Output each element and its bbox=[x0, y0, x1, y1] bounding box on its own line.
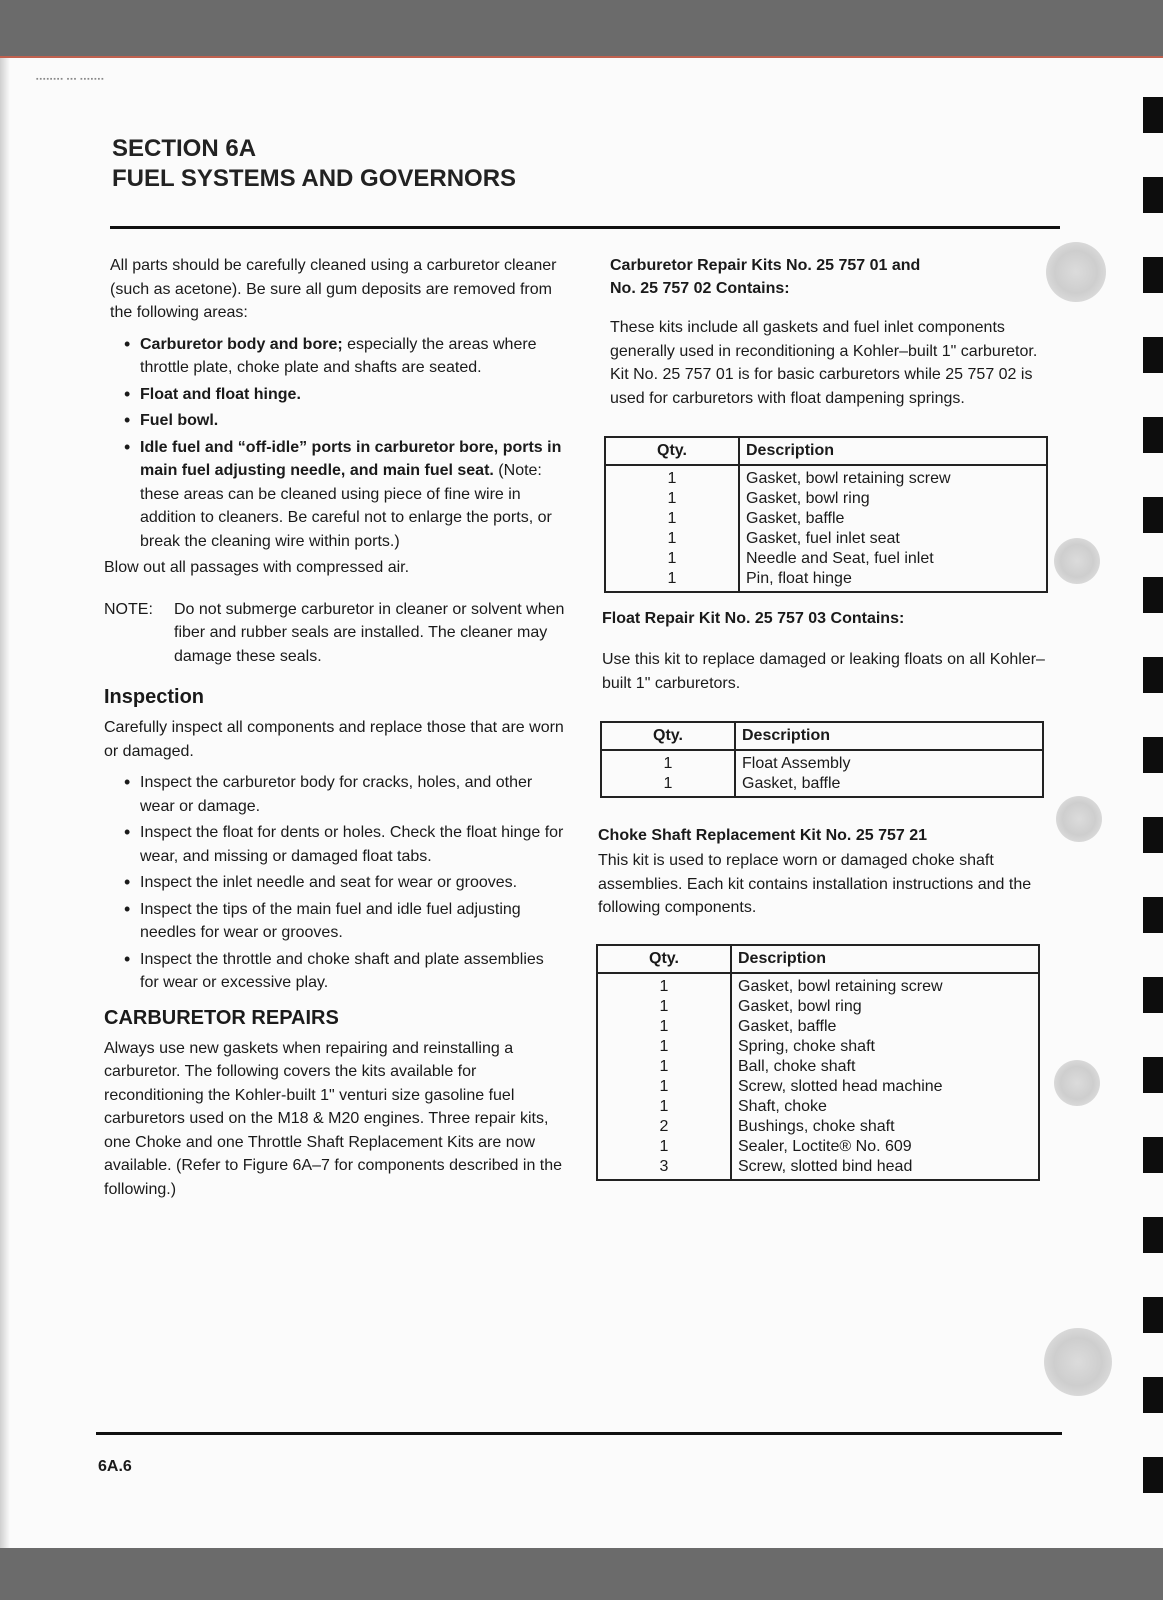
table-row bbox=[605, 569, 1047, 592]
description-cell: Needle and Seat, fuel inlet bbox=[746, 550, 934, 567]
description-header: Description bbox=[739, 437, 1047, 465]
qty-header: Qty. bbox=[601, 722, 735, 750]
table-row bbox=[597, 1117, 1039, 1137]
description-cell: Gasket, bowl retaining screw bbox=[738, 977, 943, 995]
table-row bbox=[601, 750, 1043, 774]
qty-cell: 1 bbox=[597, 1077, 731, 1097]
binding-tab bbox=[1143, 977, 1163, 1013]
qty-cell: 1 bbox=[597, 973, 731, 997]
cleaning-item-text: especially the areas where throttle plate, choke plate and shafts are seated. bbox=[140, 335, 537, 376]
description-cell: Sealer, Loctite® No. 609 bbox=[738, 1137, 912, 1155]
carburetor-repairs-text: Always use new gaskets when repairing and reinstalling a carburetor. The following covers the kits available for reconditioning the Kohler-built 1" venturi size gasoline fuel carburetors used on the M18 & M20 engines. Three repair kits, one Choke and one Throttle Shaft Replacement Kits are now available. (Refer to Figure 6A–7 for components described in the following.) bbox=[104, 1039, 563, 1198]
cleaning-list bbox=[104, 333, 566, 554]
qty-cell: 1 bbox=[601, 774, 735, 797]
qty-cell: 1 bbox=[605, 465, 739, 489]
description-cell: Ball, choke shaft bbox=[738, 1057, 856, 1075]
description-cell: Pin, float hinge bbox=[746, 570, 852, 587]
inspection-item: • Inspect the inlet needle and seat for wear or grooves. bbox=[124, 871, 566, 895]
manual-page bbox=[0, 56, 1163, 1548]
qty-header: Qty. bbox=[597, 945, 731, 973]
kit2-heading: Float Repair Kit No. 25 757 03 Contains: bbox=[602, 610, 905, 627]
binding-tab bbox=[1143, 577, 1163, 613]
binding-tab bbox=[1143, 177, 1163, 213]
table-row bbox=[605, 549, 1047, 569]
kit2-description: Use this kit to replace damaged or leaking floats on all Kohler–built 1" carburetors. bbox=[602, 651, 1045, 692]
page-number: 6A.6 bbox=[98, 1458, 132, 1475]
table-row bbox=[605, 509, 1047, 529]
kit1-heading bbox=[610, 254, 1050, 300]
right-column bbox=[598, 254, 1050, 1181]
binding-tab bbox=[1143, 1457, 1163, 1493]
description-cell: Gasket, baffle bbox=[742, 775, 841, 792]
qty-cell: 2 bbox=[597, 1117, 731, 1137]
description-cell: Gasket, bowl ring bbox=[738, 997, 862, 1015]
binding-tab bbox=[1143, 817, 1163, 853]
qty-cell: 1 bbox=[597, 1037, 731, 1057]
note-block bbox=[104, 598, 566, 669]
note-label: NOTE: bbox=[104, 600, 153, 618]
inspection-item: • Inspect the throttle and choke shaft and plate assemblies for wear or excessive play. bbox=[124, 948, 566, 995]
binding-tab bbox=[1143, 257, 1163, 293]
description-cell: Gasket, bowl retaining screw bbox=[746, 470, 951, 487]
kit1-heading-line2: No. 25 757 02 Contains: bbox=[610, 280, 790, 297]
section-title bbox=[112, 134, 516, 194]
qty-cell: 1 bbox=[605, 569, 739, 592]
description-cell: Gasket, baffle bbox=[746, 510, 845, 527]
binding-tab bbox=[1143, 97, 1163, 133]
qty-cell: 1 bbox=[597, 1137, 731, 1157]
description-cell: Bushings, choke shaft bbox=[738, 1117, 895, 1135]
carburetor-repairs-heading: CARBURETOR REPAIRS bbox=[104, 1006, 339, 1029]
qty-cell: 1 bbox=[605, 529, 739, 549]
qty-header: Qty. bbox=[605, 437, 739, 465]
binding-hole bbox=[1054, 1060, 1100, 1106]
cleaning-item bbox=[124, 436, 566, 554]
kit3-parts-table bbox=[596, 944, 1040, 1181]
blow-out-instruction: Blow out all passages with compressed air. bbox=[104, 559, 410, 576]
cleaning-item-bold: Float and float hinge. bbox=[140, 385, 301, 403]
description-cell: Gasket, fuel inlet seat bbox=[746, 530, 900, 547]
inspection-item: • Inspect the carburetor body for cracks, holes, and other wear or damage. bbox=[124, 771, 566, 818]
binding-tab bbox=[1143, 1137, 1163, 1173]
description-cell: Screw, slotted bind head bbox=[738, 1157, 913, 1175]
table-row bbox=[597, 1097, 1039, 1117]
binding-tab bbox=[1143, 1057, 1163, 1093]
binding-tab bbox=[1143, 337, 1163, 373]
table-row bbox=[597, 1057, 1039, 1077]
table-row bbox=[605, 529, 1047, 549]
qty-cell: 1 bbox=[605, 489, 739, 509]
cleaning-item-bold: Fuel bowl. bbox=[140, 412, 219, 429]
qty-cell: 1 bbox=[597, 1017, 731, 1037]
binding-hole bbox=[1056, 796, 1102, 842]
binding-tab bbox=[1143, 1377, 1163, 1413]
inspection-list bbox=[104, 771, 566, 995]
scan-artifact: ▪▪▪▪▪▪▪▪ ▪▪▪ ▪▪▪▪▪▪▪ bbox=[36, 76, 105, 83]
table-row bbox=[605, 465, 1047, 489]
note-text: Do not submerge carburetor in cleaner or solvent when fiber and rubber seals are installed. The cleaner may damage these seals. bbox=[174, 600, 565, 665]
binding-tab bbox=[1143, 497, 1163, 533]
inspection-heading: Inspection bbox=[104, 686, 205, 708]
binding-tab bbox=[1143, 657, 1163, 693]
binding-tab bbox=[1143, 1217, 1163, 1253]
description-cell: Gasket, baffle bbox=[738, 1017, 837, 1035]
inspection-item: • Inspect the tips of the main fuel and idle fuel adjusting needles for wear or grooves. bbox=[124, 898, 566, 945]
qty-cell: 3 bbox=[597, 1157, 731, 1180]
kit1-heading-line1: Carburetor Repair Kits No. 25 757 01 and bbox=[610, 257, 921, 274]
cleaning-item bbox=[124, 409, 566, 433]
cleaning-item-bold: Carburetor body and bore; bbox=[140, 335, 343, 353]
inspection-intro: Carefully inspect all components and replace those that are worn or damaged. bbox=[104, 719, 564, 760]
table-row bbox=[597, 1137, 1039, 1157]
table-row bbox=[597, 973, 1039, 997]
binding-tab bbox=[1143, 1297, 1163, 1333]
qty-cell: 1 bbox=[605, 549, 739, 569]
table-row bbox=[597, 1017, 1039, 1037]
description-cell: Float Assembly bbox=[742, 755, 851, 772]
cleaning-item-text: (Note: these areas can be cleaned using piece of fine wire in addition to cleaners. Be careful not to enlarge the ports, or break the cleaning wire within ports.) bbox=[140, 462, 552, 550]
binding-hole bbox=[1054, 538, 1100, 584]
binding-tab bbox=[1143, 897, 1163, 933]
section-label: SECTION 6A bbox=[112, 135, 257, 162]
cleaning-item-bold: Idle fuel and “off-idle” ports in carburetor bore, ports in main fuel adjusting needle, and main fuel seat. bbox=[140, 438, 562, 479]
binding-hole bbox=[1046, 242, 1106, 302]
qty-cell: 1 bbox=[597, 1057, 731, 1077]
qty-cell: 1 bbox=[601, 750, 735, 774]
cleaning-item bbox=[124, 383, 566, 407]
table-row bbox=[597, 1077, 1039, 1097]
description-cell: Shaft, choke bbox=[738, 1097, 827, 1115]
page-edge-shadow bbox=[0, 58, 10, 1548]
qty-cell: 1 bbox=[605, 509, 739, 529]
description-header: Description bbox=[731, 945, 1039, 973]
binding-hole bbox=[1044, 1328, 1112, 1396]
footer-rule bbox=[96, 1432, 1062, 1435]
table-row bbox=[605, 489, 1047, 509]
table-row bbox=[597, 997, 1039, 1017]
cleaning-item bbox=[124, 333, 566, 380]
inspection-item: • Inspect the float for dents or holes. Check the float hinge for wear, and missing or damaged float tabs. bbox=[124, 821, 566, 868]
kit2-parts-table bbox=[600, 721, 1044, 798]
qty-cell: 1 bbox=[597, 997, 731, 1017]
section-name: FUEL SYSTEMS AND GOVERNORS bbox=[112, 165, 517, 192]
left-column bbox=[104, 254, 566, 1201]
description-cell: Gasket, bowl ring bbox=[746, 490, 870, 507]
kit3-heading: Choke Shaft Replacement Kit No. 25 757 21 bbox=[598, 827, 927, 844]
qty-cell: 1 bbox=[597, 1097, 731, 1117]
table-row bbox=[597, 1037, 1039, 1057]
description-cell: Spring, choke shaft bbox=[738, 1037, 875, 1055]
description-header: Description bbox=[735, 722, 1043, 750]
kit3-description: This kit is used to replace worn or damaged choke shaft assemblies. Each kit contains installation instructions and the following components. bbox=[598, 852, 1032, 916]
header-rule bbox=[110, 226, 1060, 229]
binding-tab bbox=[1143, 737, 1163, 773]
cleaning-intro: All parts should be carefully cleaned using a carburetor cleaner (such as acetone). Be sure all gum deposits are removed from the following areas: bbox=[110, 257, 557, 321]
kit1-parts-table bbox=[604, 436, 1048, 593]
table-row bbox=[597, 1157, 1039, 1180]
description-cell: Screw, slotted head machine bbox=[738, 1077, 943, 1095]
binding-tab bbox=[1143, 417, 1163, 453]
kit1-description: These kits include all gaskets and fuel inlet components generally used in reconditioning a Kohler–built 1" carburetor. Kit No. 25 757 01 is for basic carburetors while 25 757 02 is used for carburetors with float dampening springs. bbox=[610, 319, 1038, 407]
table-row bbox=[601, 774, 1043, 797]
